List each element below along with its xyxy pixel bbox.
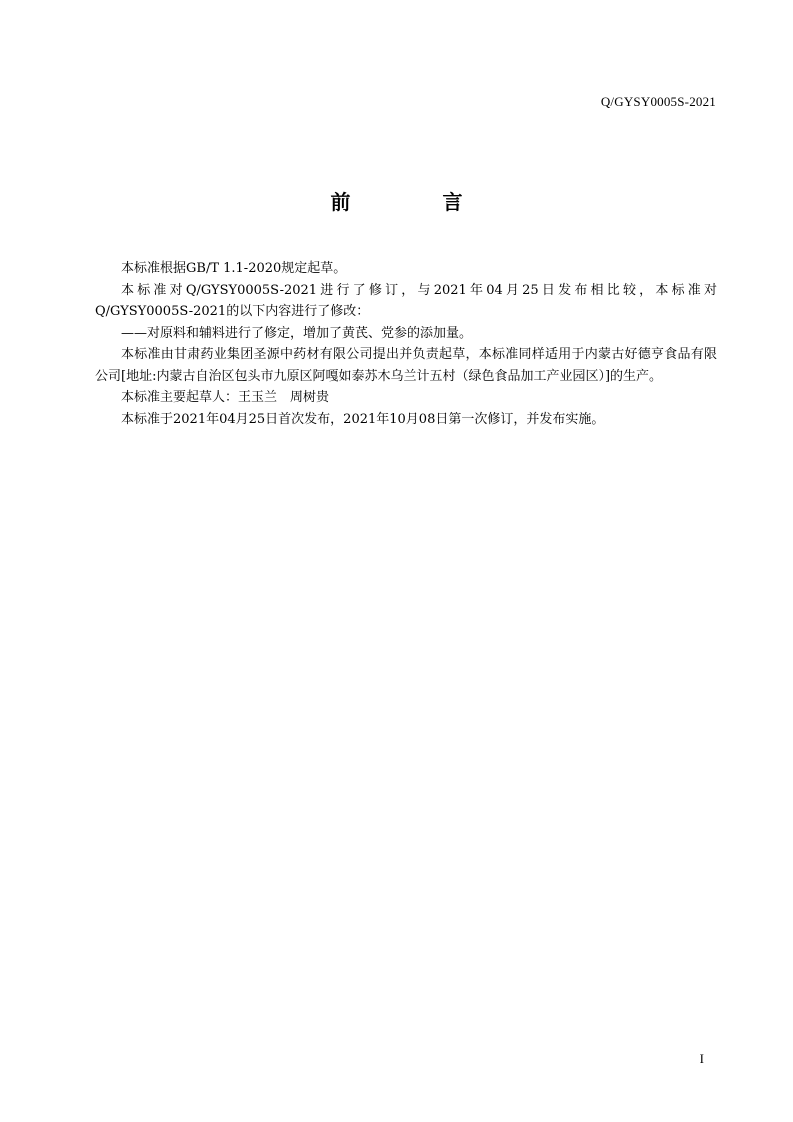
- foreword-body: [95, 258, 717, 430]
- standard-code: Q/GYSY0005S-2021: [600, 94, 716, 109]
- paragraph-drafting-basis: 本标准根据GB/T 1.1-2020规定起草。: [121, 261, 347, 276]
- paragraph-revision-line2: Q/GYSY0005S-2021的以下内容进行了修改：: [95, 304, 370, 319]
- paragraph-proposer: 本标准由甘肃药业集团圣源中药材有限公司提出并负责起草，本标准同样适用于内蒙古好德亨食品有限公司[地址:内蒙古自治区包头市九原区阿嘎如泰苏木乌兰计五村（绿色食品加工产业园区）]的生产。: [95, 347, 717, 384]
- paragraph-revision-item: ——对原料和辅料进行了修定，增加了黄芪、党参的添加量。: [121, 325, 473, 341]
- paragraph-drafters: 本标准主要起草人：王玉兰 周树贵: [121, 390, 330, 405]
- paragraph-revision-line1: 本标准对Q/GYSY0005S-2021进行了修订，与2021年04月25日发布相比较，本标准对: [121, 282, 717, 298]
- page-title: 前 言: [330, 190, 499, 214]
- paragraph-release-history: 本标准于2021年04月25日首次发布，2021年10月08日第一次修订，并发布实施。: [121, 411, 605, 427]
- page-number: I: [699, 1051, 704, 1066]
